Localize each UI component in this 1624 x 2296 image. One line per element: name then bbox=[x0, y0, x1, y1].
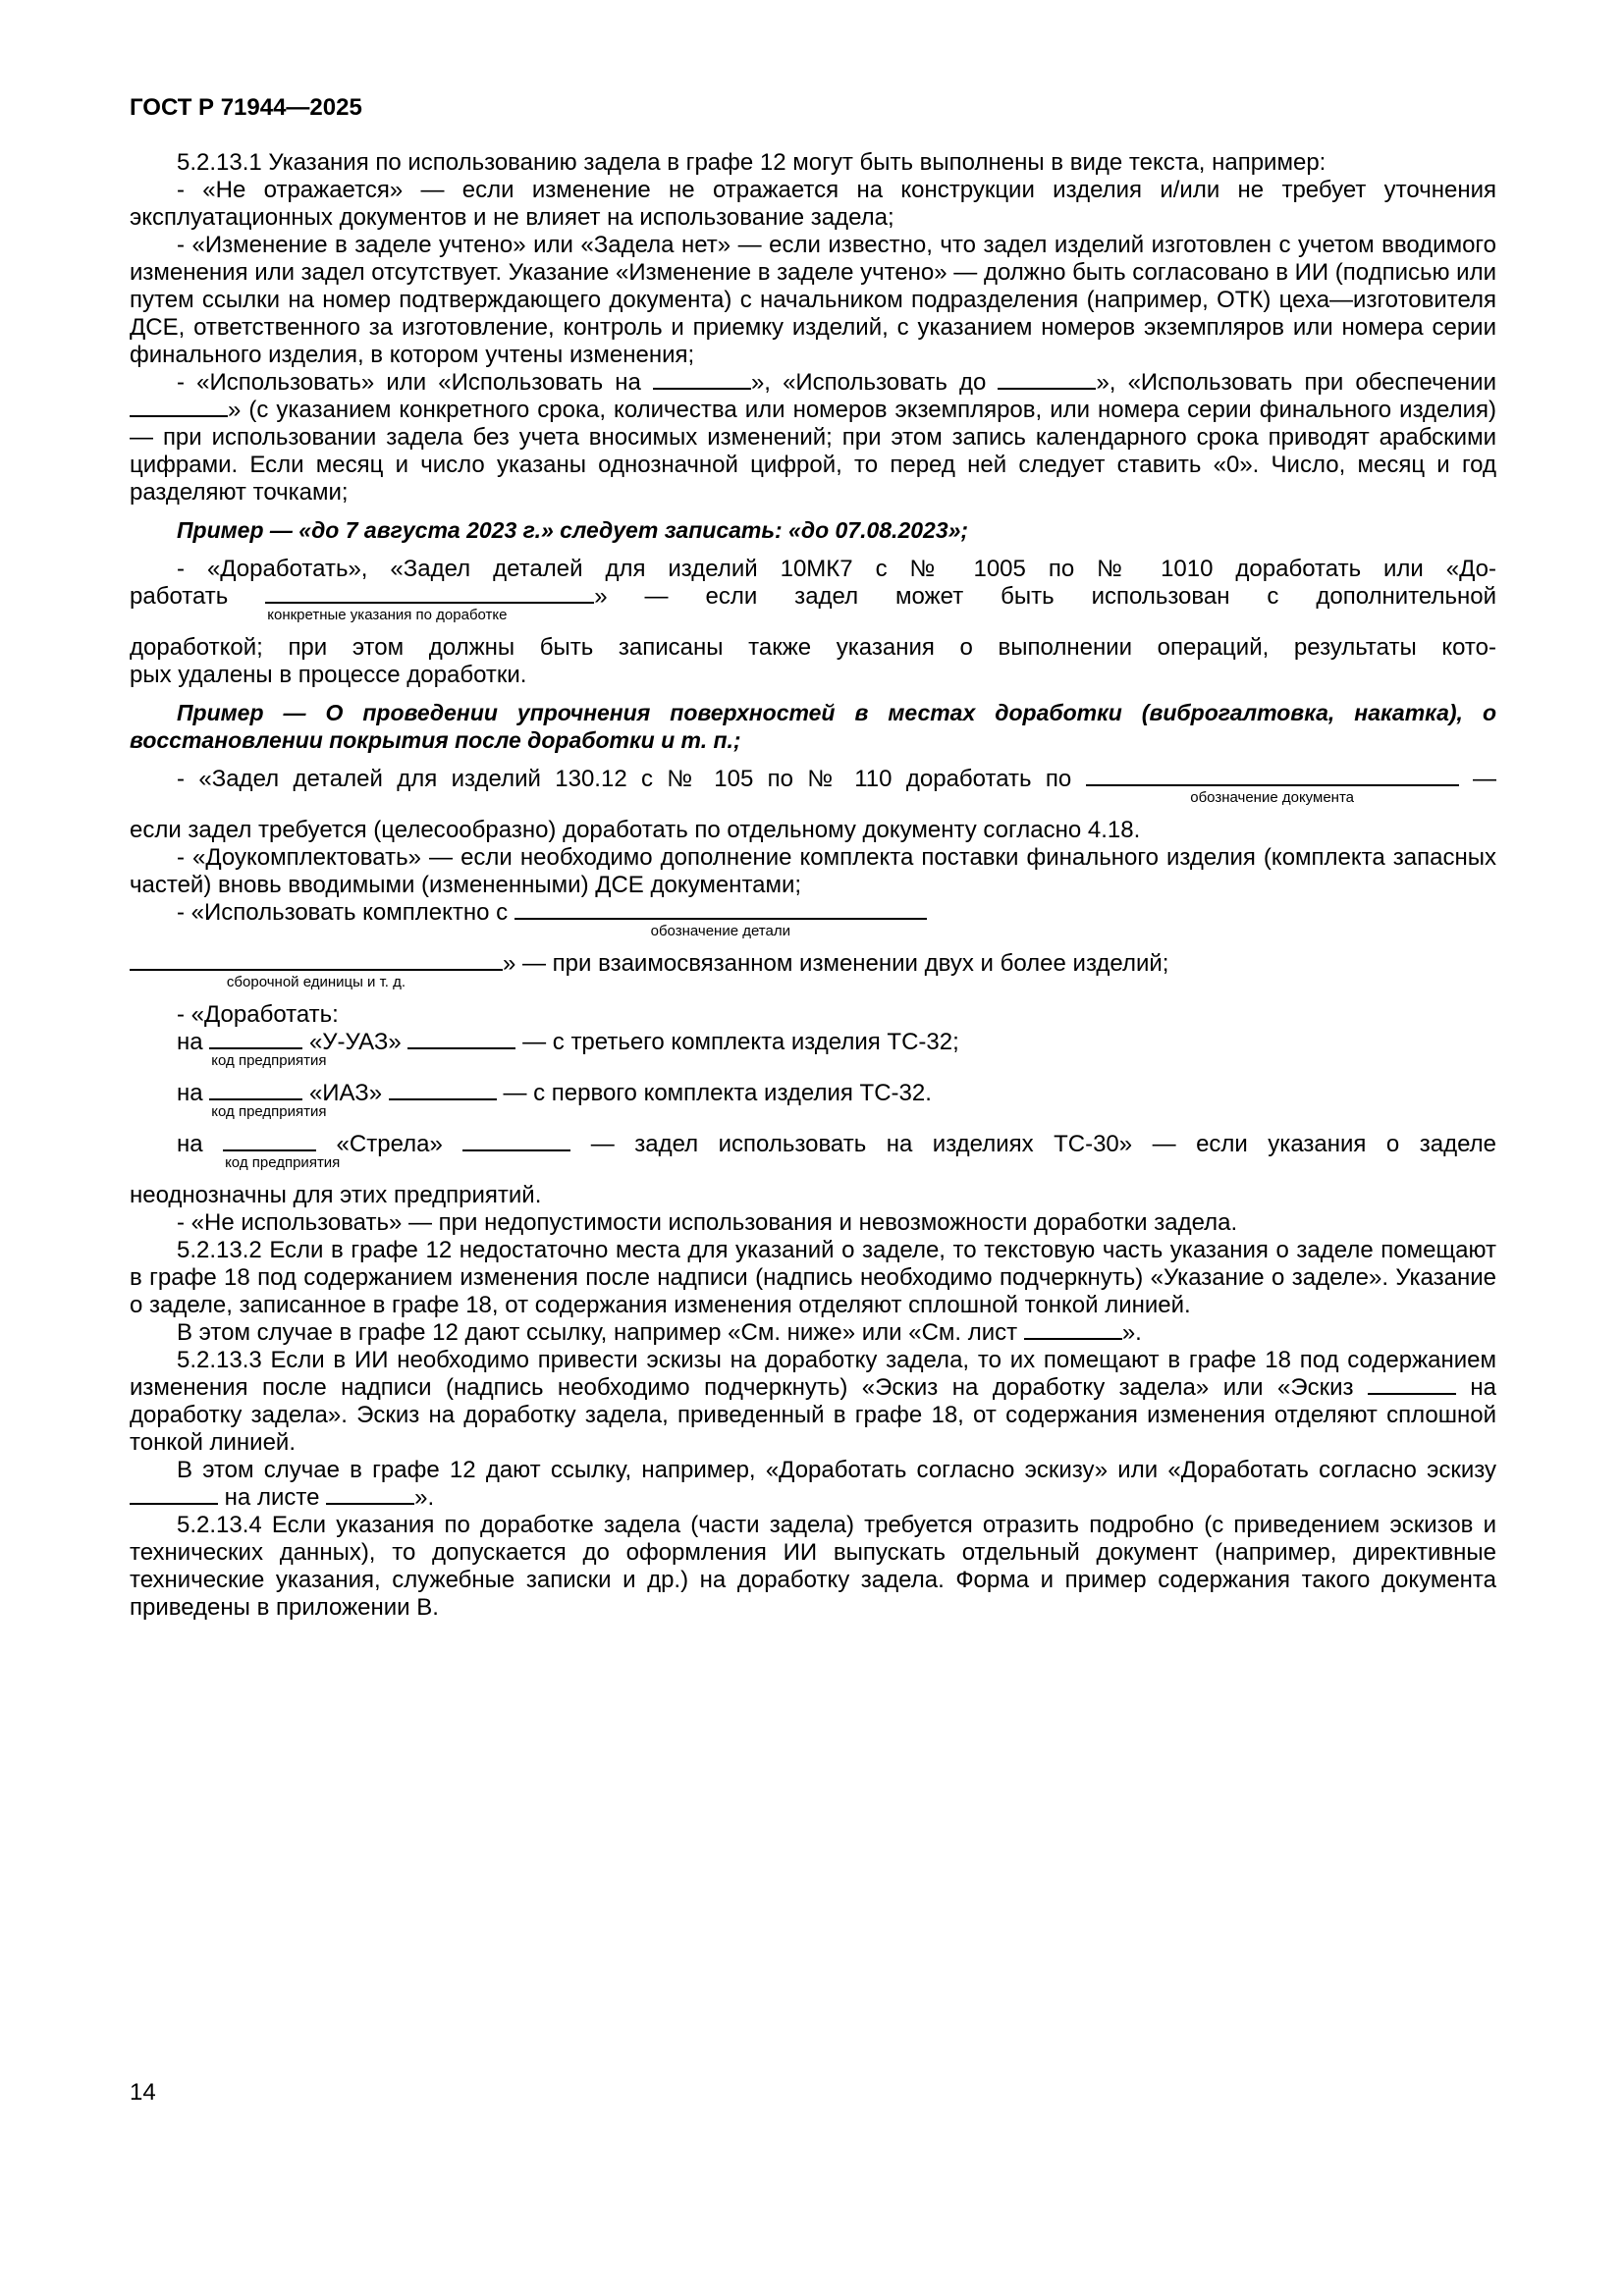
paragraph bbox=[130, 1457, 1496, 1512]
text-run: если задел требуется (целесообразно) доработать по отдельному документу согласно 4.18. bbox=[130, 817, 1141, 843]
blank-line bbox=[998, 370, 1096, 390]
blank-caption: обозначение документа bbox=[1190, 789, 1355, 806]
blank-caption: обозначение детали bbox=[650, 923, 790, 939]
text-line bbox=[130, 766, 1496, 817]
blank-caption: сборочной единицы и т. д. bbox=[226, 974, 406, 990]
text-run: - «Изменение в заделе учтено» или «Задела нет» — если известно, что задел изделий изготовлен с учетом вводимого изменения или задел отсутствует. Указание «Изменение в заделе учтено» — должно быть согласовано в ИИ (подписью или путем ссылки на номер подтверждающего документа) с начальником подразделения (например, ОТК) цеха—изготовителя ДСЕ, ответственного за изготовление, контроль и приемку изделий, с указанием номеров экземпляров или номера серии финального изделия, в котором учтены изменения; bbox=[130, 232, 1496, 368]
text-run: доработкой; при этом должны быть записаны также указания о выполнении операций, результаты кото- bbox=[130, 634, 1496, 661]
text-run: » — если задел может быть использован с дополнительной bbox=[594, 583, 1497, 610]
text-run: » (с указанием конкретного срока, количества или номеров экземпляров, или номера серии финального изделия) — при использовании задела без учета вносимых изменений; при этом запись календарного срока приводят арабскими цифрами. Если месяц и число указаны однозначной цифрой, то перед ней следует ставить «0». Число, месяц и год разделяют точками; bbox=[130, 397, 1496, 506]
text-run: «ИАЗ» bbox=[302, 1080, 389, 1106]
paragraph bbox=[130, 369, 1496, 507]
text-run: - «Задел деталей для изделий 130.12 с № 105 по № 110 доработать по bbox=[177, 766, 1086, 792]
blank-caption: код предприятия bbox=[211, 1103, 327, 1120]
text-run: - «Не использовать» — при недопустимости использования и невозможности доработки задела. bbox=[177, 1209, 1238, 1236]
text-run: » — при взаимосвязанном изменении двух и более изделий; bbox=[503, 950, 1169, 977]
blank-line bbox=[653, 370, 751, 390]
text-run: на доработку задела». Эскиз на доработку задела, приведенный в графе 18, от содержания изменения отделяют сплошной тонкой линией. bbox=[130, 1374, 1496, 1456]
blank-line bbox=[462, 1132, 570, 1151]
blank-line bbox=[1086, 767, 1459, 806]
blank-line bbox=[130, 398, 228, 417]
blank-caption: код предприятия bbox=[225, 1154, 341, 1171]
text-line bbox=[130, 583, 1496, 634]
text-run: рых удалены в процессе доработки. bbox=[130, 662, 527, 688]
text-run: », «Использовать до bbox=[750, 369, 999, 396]
blank-line bbox=[1024, 1320, 1122, 1340]
text-run: «Стрела» bbox=[316, 1131, 463, 1157]
text-line bbox=[130, 1182, 1496, 1209]
page-number: 14 bbox=[130, 2079, 156, 2106]
text-run: — задел использовать на изделиях ТС-30» — если указания о заделе bbox=[570, 1131, 1496, 1157]
blank-caption: конкретные указания по доработке bbox=[267, 607, 508, 623]
text-run: - «Использовать» или «Использовать на bbox=[177, 369, 653, 396]
paragraph bbox=[130, 844, 1496, 899]
example-paragraph bbox=[130, 516, 1496, 544]
blank-line bbox=[514, 900, 927, 939]
text-line bbox=[130, 556, 1496, 583]
paragraph bbox=[130, 766, 1496, 844]
paragraph bbox=[130, 556, 1496, 689]
blank-line bbox=[265, 584, 594, 623]
blank-line bbox=[407, 1030, 515, 1049]
text-run: на bbox=[177, 1029, 210, 1055]
paragraph bbox=[130, 899, 1496, 1001]
document-header: ГОСТ Р 71944—2025 bbox=[130, 94, 362, 121]
text-line bbox=[130, 1131, 1496, 1182]
paragraph bbox=[130, 1209, 1496, 1237]
paragraph bbox=[130, 1512, 1496, 1622]
blank-line bbox=[1368, 1375, 1456, 1395]
blank-line bbox=[209, 1030, 327, 1069]
text-line bbox=[130, 1029, 1496, 1080]
text-run: — с первого комплекта изделия ТС-32. bbox=[496, 1080, 932, 1106]
blank-line bbox=[223, 1132, 341, 1171]
blank-line bbox=[326, 1485, 414, 1505]
blank-caption: код предприятия bbox=[211, 1052, 327, 1069]
paragraph bbox=[130, 1001, 1496, 1029]
text-run: ». bbox=[1121, 1319, 1142, 1346]
text-run: на bbox=[177, 1080, 210, 1106]
text-line bbox=[130, 662, 1496, 689]
text-run: », «Использовать при обеспечении bbox=[1096, 369, 1496, 396]
paragraph bbox=[130, 232, 1496, 369]
blank-line bbox=[130, 951, 503, 990]
text-run: В этом случае в графе 12 дают ссылку, например «См. ниже» или «См. лист bbox=[177, 1319, 1024, 1346]
paragraph bbox=[130, 1347, 1496, 1457]
paragraph bbox=[130, 149, 1496, 177]
paragraph bbox=[130, 177, 1496, 232]
blank-line bbox=[209, 1081, 327, 1120]
text-run: Пример — «до 7 августа 2023 г.» следует записать: «до 07.08.2023»; bbox=[177, 517, 969, 543]
text-line bbox=[130, 899, 1496, 950]
text-run: - «Не отражается» — если изменение не отражается на конструкции изделия и/или не требует уточнения эксплуатационных документов и не влияет на использование задела; bbox=[130, 177, 1496, 231]
text-run: ». bbox=[414, 1484, 435, 1511]
text-run: - «Доукомплектовать» — если необходимо дополнение комплекта поставки финального изделия (комплекта запасных частей) вновь вводимыми (измененными) ДСЕ документами; bbox=[130, 844, 1496, 898]
text-run: - «Использовать комплектно с bbox=[177, 899, 514, 926]
text-run: - «Доработать: bbox=[177, 1001, 339, 1028]
paragraph bbox=[130, 1029, 1496, 1080]
text-run: 5.2.13.2 Если в графе 12 недостаточно места для указаний о заделе, то текстовую часть указания о заделе помещают в графе 18 под содержанием изменения после надписи (надпись необходимо подчеркнуть) «Указание о заделе». Указание о заделе, записанное в графе 18, от содержания изменения отделяют сплошной тонкой линией. bbox=[130, 1237, 1496, 1318]
text-run: — с третьего комплекта изделия ТС-32; bbox=[515, 1029, 959, 1055]
text-run: Пример — О проведении упрочнения поверхностей в местах доработки (виброгалтовка, накатка), о восстановлении покрытия после доработки и т. п.; bbox=[130, 700, 1496, 753]
text-line bbox=[130, 817, 1496, 844]
text-run: 5.2.13.1 Указания по использованию задела в графе 12 могут быть выполнены в виде текста, например: bbox=[177, 149, 1326, 176]
text-line bbox=[130, 950, 1496, 1001]
text-run: на bbox=[177, 1131, 224, 1157]
text-run: 5.2.13.4 Если указания по доработке задела (части задела) требуется отразить подробно (с приведением эскизов и технических данных), то допускается до оформления ИИ выпускать отдельный документ (например, директивные технические указания, служебные записки и др.) на доработку задела. Форма и пример содержания такого документа приведены в приложении В. bbox=[130, 1512, 1496, 1621]
text-run: «У-УАЗ» bbox=[302, 1029, 408, 1055]
blank-line bbox=[130, 1485, 218, 1505]
blank-line bbox=[389, 1081, 497, 1100]
paragraph bbox=[130, 1237, 1496, 1319]
text-run: 5.2.13.3 Если в ИИ необходимо привести эскизы на доработку задела, то их помещают в графе 18 под содержанием изменения после надписи (надпись необходимо подчеркнуть) «Эскиз на доработку задела» или «Эскиз bbox=[130, 1347, 1496, 1401]
text-line bbox=[130, 634, 1496, 662]
paragraph bbox=[130, 1131, 1496, 1209]
paragraph bbox=[130, 1319, 1496, 1347]
text-run: работать bbox=[130, 583, 266, 610]
text-line bbox=[130, 1080, 1496, 1131]
text-run: на листе bbox=[218, 1484, 327, 1511]
text-run: неоднозначны для этих предприятий. bbox=[130, 1182, 542, 1208]
text-run: В этом случае в графе 12 дают ссылку, например, «Доработать согласно эскизу» или «Доработать согласно эскизу bbox=[177, 1457, 1496, 1483]
document-content bbox=[130, 149, 1496, 1622]
example-paragraph bbox=[130, 699, 1496, 754]
text-run: - «Доработать», «Задел деталей для изделий 10МК7 с № 1005 по № 1010 доработать или «До- bbox=[177, 556, 1496, 582]
text-run: — bbox=[1458, 766, 1497, 792]
paragraph bbox=[130, 1080, 1496, 1131]
